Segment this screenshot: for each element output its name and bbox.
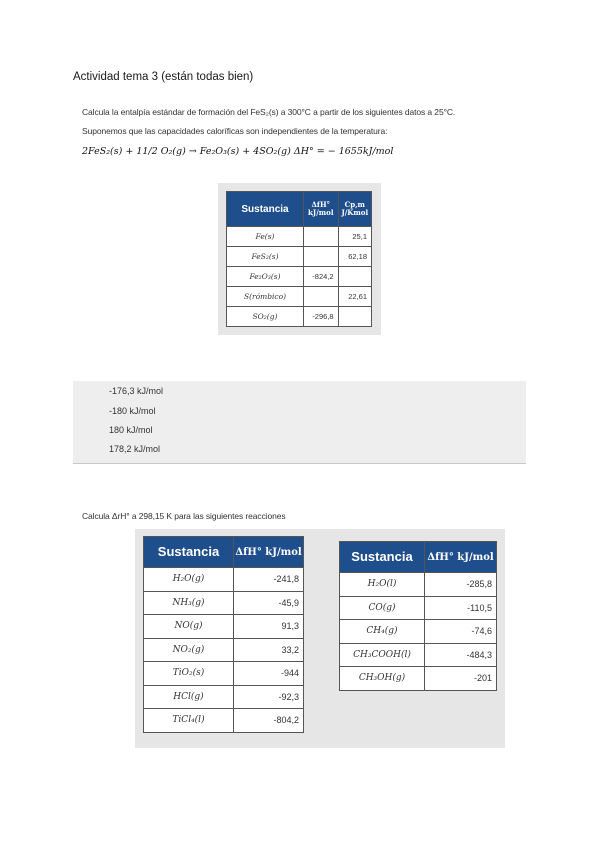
question1-text-line2: Suponemos que las capacidades caloríficas son independientes de la temperatura: [82,126,388,136]
value-cell: -824,2 [304,267,339,287]
enthalpy-table-left [143,536,304,733]
column-header: ΔfH° kJ/mol [304,192,339,227]
answer-option[interactable]: 180 kJ/mol [109,425,153,435]
answer-option[interactable]: -180 kJ/mol [109,406,156,416]
table-row [340,573,497,597]
value-cell [304,227,339,247]
substance-cell: HCl(g) [144,685,234,709]
question1-text-line1: Calcula la entalpía estándar de formación del FeS₂(s) a 300°C a partir de los siguientes datos a 25°C. [82,107,456,117]
value-cell: 22,61 [338,287,371,307]
value-cell [338,307,371,327]
table-row [340,667,497,691]
value-cell: -285,8 [425,573,497,597]
value-cell: 33,2 [234,638,304,662]
substance-cell: H₂O(g) [144,568,234,592]
value-cell: -296,8 [304,307,339,327]
substance-cell: TiO₂(s) [144,662,234,686]
value-cell: -74,6 [425,620,497,644]
value-cell [304,287,339,307]
substance-cell: SO₂(g) [227,307,304,327]
table-row [227,287,372,307]
value-cell: -110,5 [425,596,497,620]
value-cell: -201 [425,667,497,691]
table-row [227,307,372,327]
value-cell: 25,1 [338,227,371,247]
column-header: ΔfH° kJ/mol [425,542,497,573]
substance-cell: CH₄(g) [340,620,425,644]
value-cell: -45,9 [234,591,304,615]
page-title: Actividad tema 3 (están todas bien) [73,71,254,83]
table-row [227,227,372,247]
column-header: Sustancia [144,537,234,568]
substance-cell: NO(g) [144,615,234,639]
substance-cell: S(rómbico) [227,287,304,307]
table-row [340,596,497,620]
table-row [340,643,497,667]
value-cell: -944 [234,662,304,686]
table-row [227,267,372,287]
question2-text: Calcula ΔrH° a 298,15 K para las siguientes reacciones [82,511,286,521]
substance-cell: Fe(s) [227,227,304,247]
thermo-data-table [226,191,372,327]
column-header: ΔfH° kJ/mol [234,537,304,568]
value-cell: -92,3 [234,685,304,709]
table-row [144,615,304,639]
column-header: Sustancia [340,542,425,573]
column-header: Cp,m J/Kmol [338,192,371,227]
table-row [144,685,304,709]
answer-option[interactable]: 178,2 kJ/mol [109,444,161,454]
value-cell: -241,8 [234,568,304,592]
substance-cell: FeS₂(s) [227,247,304,267]
value-cell: 91,3 [234,615,304,639]
substance-cell: CH₃OH(g) [340,667,425,691]
column-header: Sustancia [227,192,304,227]
table-row [144,568,304,592]
table-row [144,638,304,662]
table-row [144,709,304,733]
substance-cell: CO(g) [340,596,425,620]
substance-cell: NH₃(g) [144,591,234,615]
substance-cell: CH₃COOH(l) [340,643,425,667]
value-cell: -484,3 [425,643,497,667]
answer-options [73,381,526,464]
substance-cell: H₂O(l) [340,573,425,597]
table-row [144,591,304,615]
value-cell [304,247,339,267]
enthalpy-table-right [339,541,497,691]
table-row [227,247,372,267]
table-row [340,620,497,644]
substance-cell: TiCl₄(l) [144,709,234,733]
value-cell [338,267,371,287]
answer-option[interactable]: -176,3 kJ/mol [109,386,164,396]
value-cell: 62,18 [338,247,371,267]
substance-cell: Fe₂O₃(s) [227,267,304,287]
substance-cell: NO₂(g) [144,638,234,662]
value-cell: -804,2 [234,709,304,733]
table-row [144,662,304,686]
reaction-equation: 2FeS₂(s) + 11/2 O₂(g) → Fe₂O₃(s) + 4SO₂(g) ΔH° = − 1655kJ/mol [82,146,394,157]
